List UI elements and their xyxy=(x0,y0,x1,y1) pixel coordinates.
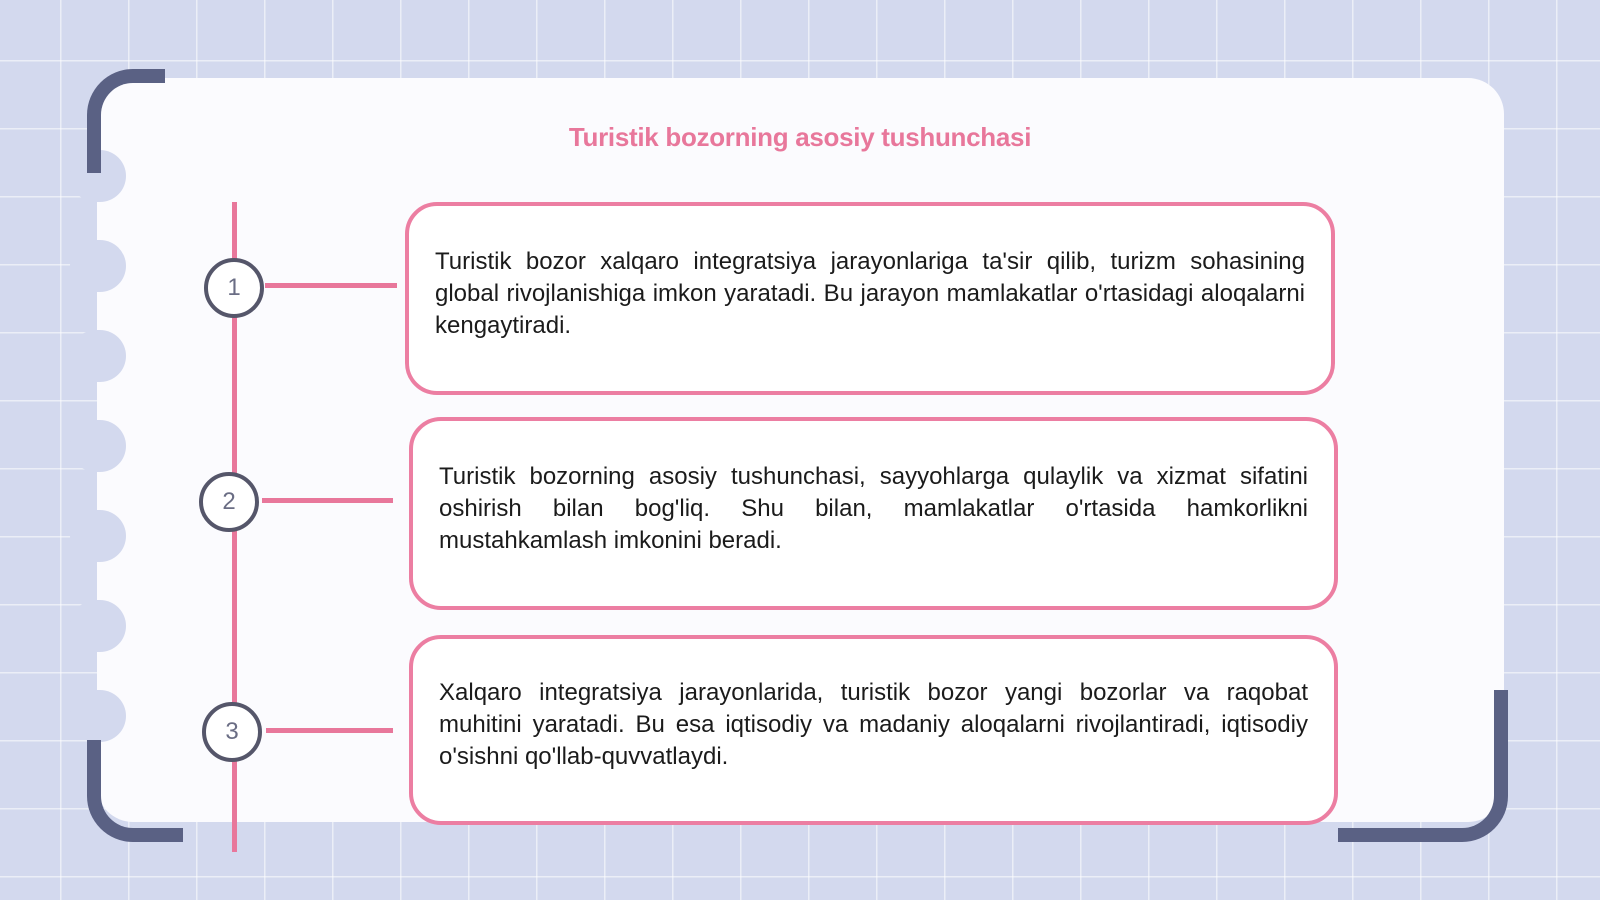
connector-line-3 xyxy=(266,728,393,733)
corner-bracket-top-left xyxy=(87,69,165,173)
binding-hole xyxy=(70,600,126,652)
connector-line-1 xyxy=(265,283,397,288)
binding-hole xyxy=(70,690,126,742)
step-card-2 xyxy=(409,417,1338,610)
binding-hole xyxy=(70,420,126,472)
step-text-1: Turistik bozor xalqaro integratsiya jarayonlariga ta'sir qilib, turizm sohasining global rivojlanishiga imkon yaratadi. Bu jarayon mamlakatlar o'rtasidagi aloqalarni kengaytiradi. xyxy=(435,247,1305,339)
step-number-2: 2 xyxy=(199,472,259,532)
connector-line-2 xyxy=(262,498,393,503)
step-card-1 xyxy=(405,202,1335,395)
step-text-2: Turistik bozorning asosiy tushunchasi, sayyohlarga qulaylik va xizmat sifatini oshirish bilan bog'liq. Shu bilan, mamlakatlar o'rtasida hamkorlikni mustahkamlash imkonini beradi. xyxy=(439,462,1308,554)
slide-title: Turistik bozorning asosiy tushunchasi xyxy=(568,122,1032,152)
step-number-3: 3 xyxy=(202,702,262,762)
binding-hole xyxy=(70,330,126,382)
binding-hole xyxy=(70,510,126,562)
step-text-3: Xalqaro integratsiya jarayonlarida, turistik bozor yangi bozorlar va raqobat muhitini yaratadi. Bu esa iqtisodiy va madaniy aloqalarni rivojlantiradi, iqtisodiy o'sishni qo'llab-quvvatlaydi. xyxy=(439,679,1308,770)
corner-bracket-bottom-right xyxy=(1338,690,1508,842)
corner-bracket-bottom-left xyxy=(87,740,183,842)
step-card-3 xyxy=(409,635,1338,825)
binding-hole xyxy=(70,240,126,292)
step-number-1: 1 xyxy=(204,258,264,318)
